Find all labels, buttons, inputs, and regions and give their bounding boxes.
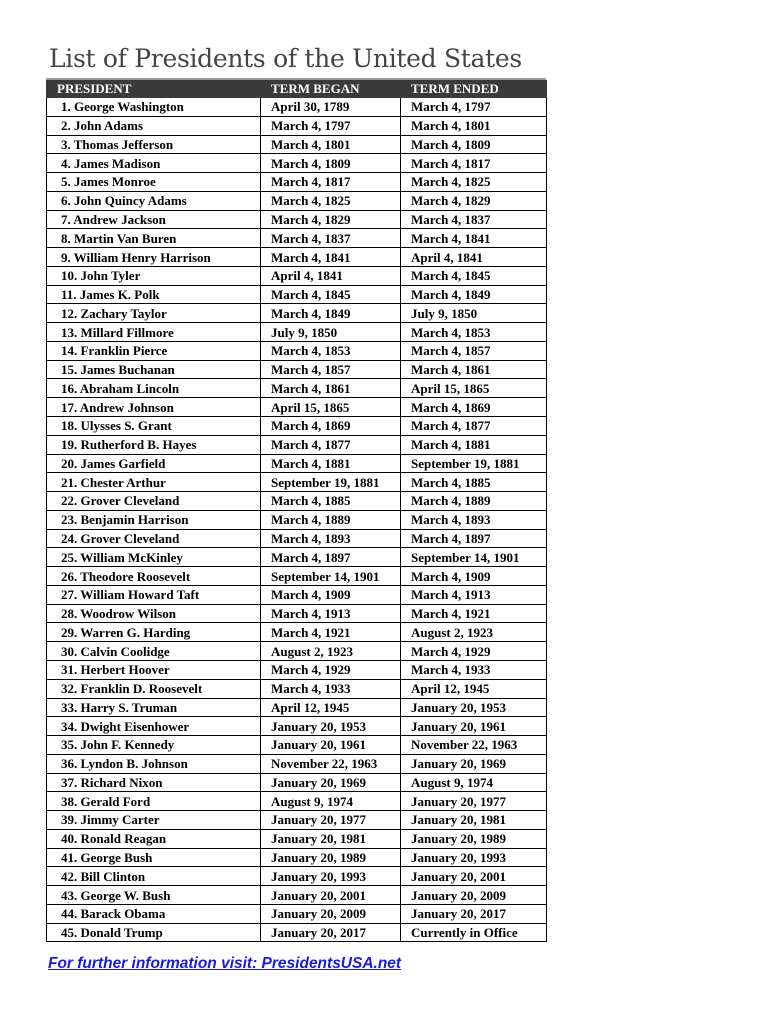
table-row: [47, 754, 547, 773]
term-began-cell: April 15, 1865: [261, 398, 401, 417]
table-row: [47, 454, 547, 473]
term-ended-cell: March 4, 1809: [401, 135, 547, 154]
president-cell: 15. James Buchanan: [47, 360, 261, 379]
term-began-cell: April 4, 1841: [261, 266, 401, 285]
president-cell: 20. James Garfield: [47, 454, 261, 473]
table-row: [47, 492, 547, 511]
term-ended-cell: April 15, 1865: [401, 379, 547, 398]
table-row: [47, 811, 547, 830]
term-began-cell: March 4, 1877: [261, 435, 401, 454]
term-ended-cell: March 4, 1881: [401, 435, 547, 454]
president-cell: 35. John F. Kennedy: [47, 736, 261, 755]
term-ended-cell: April 12, 1945: [401, 679, 547, 698]
president-cell: 10. John Tyler: [47, 266, 261, 285]
president-cell: 1. George Washington: [47, 98, 261, 117]
table-row: [47, 248, 547, 267]
term-began-cell: March 4, 1921: [261, 623, 401, 642]
term-began-cell: April 12, 1945: [261, 698, 401, 717]
table-row: [47, 266, 547, 285]
term-ended-cell: November 22, 1963: [401, 736, 547, 755]
president-cell: 6. John Quincy Adams: [47, 191, 261, 210]
term-ended-cell: March 4, 1921: [401, 604, 547, 623]
term-ended-cell: March 4, 1869: [401, 398, 547, 417]
term-ended-cell: March 4, 1837: [401, 210, 547, 229]
term-began-cell: August 2, 1923: [261, 642, 401, 661]
term-ended-cell: March 4, 1897: [401, 529, 547, 548]
term-ended-cell: January 20, 2017: [401, 904, 547, 923]
president-cell: 3. Thomas Jefferson: [47, 135, 261, 154]
president-cell: 40. Ronald Reagan: [47, 829, 261, 848]
president-cell: 7. Andrew Jackson: [47, 210, 261, 229]
term-began-cell: March 4, 1889: [261, 510, 401, 529]
term-began-cell: March 4, 1933: [261, 679, 401, 698]
table-row: [47, 567, 547, 586]
table-row: [47, 417, 547, 436]
president-cell: 23. Benjamin Harrison: [47, 510, 261, 529]
president-cell: 18. Ulysses S. Grant: [47, 417, 261, 436]
president-cell: 12. Zachary Taylor: [47, 304, 261, 323]
term-began-cell: March 4, 1893: [261, 529, 401, 548]
term-began-cell: March 4, 1837: [261, 229, 401, 248]
presidents-table: [46, 80, 547, 942]
table-row: [47, 154, 547, 173]
president-cell: 25. William McKinley: [47, 548, 261, 567]
term-began-cell: March 4, 1885: [261, 492, 401, 511]
table-row: [47, 604, 547, 623]
term-ended-cell: March 4, 1845: [401, 266, 547, 285]
footer-info-link[interactable]: For further information visit: PresidentsUSA.net: [48, 955, 402, 972]
term-began-cell: January 20, 1989: [261, 848, 401, 867]
term-began-cell: March 4, 1829: [261, 210, 401, 229]
president-cell: 43. George W. Bush: [47, 886, 261, 905]
president-cell: 22. Grover Cleveland: [47, 492, 261, 511]
term-began-cell: March 4, 1897: [261, 548, 401, 567]
president-cell: 9. William Henry Harrison: [47, 248, 261, 267]
term-ended-cell: March 4, 1817: [401, 154, 547, 173]
term-began-cell: August 9, 1974: [261, 792, 401, 811]
president-cell: 42. Bill Clinton: [47, 867, 261, 886]
column-header-term-began: TERM BEGAN: [261, 81, 401, 98]
president-cell: 33. Harry S. Truman: [47, 698, 261, 717]
president-cell: 11. James K. Polk: [47, 285, 261, 304]
table-row: [47, 886, 547, 905]
table-row: [47, 98, 547, 117]
president-cell: 21. Chester Arthur: [47, 473, 261, 492]
term-began-cell: March 4, 1845: [261, 285, 401, 304]
column-header-president: PRESIDENT: [47, 81, 261, 98]
table-row: [47, 773, 547, 792]
president-cell: 32. Franklin D. Roosevelt: [47, 679, 261, 698]
president-cell: 16. Abraham Lincoln: [47, 379, 261, 398]
table-row: [47, 717, 547, 736]
table-row: [47, 904, 547, 923]
term-ended-cell: September 19, 1881: [401, 454, 547, 473]
term-ended-cell: March 4, 1849: [401, 285, 547, 304]
term-ended-cell: March 4, 1909: [401, 567, 547, 586]
president-cell: 38. Gerald Ford: [47, 792, 261, 811]
term-ended-cell: January 20, 1961: [401, 717, 547, 736]
president-cell: 19. Rutherford B. Hayes: [47, 435, 261, 454]
term-began-cell: March 4, 1817: [261, 173, 401, 192]
president-cell: 30. Calvin Coolidge: [47, 642, 261, 661]
table-row: [47, 304, 547, 323]
table-row: [47, 379, 547, 398]
president-cell: 2. John Adams: [47, 116, 261, 135]
term-ended-cell: January 20, 2009: [401, 886, 547, 905]
term-began-cell: September 19, 1881: [261, 473, 401, 492]
term-began-cell: March 4, 1929: [261, 660, 401, 679]
term-began-cell: January 20, 1961: [261, 736, 401, 755]
term-began-cell: March 4, 1909: [261, 585, 401, 604]
table-row: [47, 923, 547, 942]
term-ended-cell: March 4, 1885: [401, 473, 547, 492]
term-began-cell: March 4, 1797: [261, 116, 401, 135]
president-cell: 13. Millard Fillmore: [47, 323, 261, 342]
table-row: [47, 173, 547, 192]
term-ended-cell: March 4, 1801: [401, 116, 547, 135]
president-cell: 36. Lyndon B. Johnson: [47, 754, 261, 773]
table-row: [47, 191, 547, 210]
term-ended-cell: January 20, 1993: [401, 848, 547, 867]
term-began-cell: March 4, 1881: [261, 454, 401, 473]
term-ended-cell: March 4, 1861: [401, 360, 547, 379]
term-ended-cell: March 4, 1893: [401, 510, 547, 529]
president-cell: 29. Warren G. Harding: [47, 623, 261, 642]
table-row: [47, 548, 547, 567]
table-row: [47, 736, 547, 755]
term-began-cell: January 20, 1953: [261, 717, 401, 736]
term-ended-cell: March 4, 1857: [401, 341, 547, 360]
president-cell: 14. Franklin Pierce: [47, 341, 261, 360]
term-began-cell: January 20, 1969: [261, 773, 401, 792]
term-began-cell: March 4, 1825: [261, 191, 401, 210]
term-ended-cell: March 4, 1913: [401, 585, 547, 604]
president-cell: 31. Herbert Hoover: [47, 660, 261, 679]
table-row: [47, 792, 547, 811]
table-row: [47, 135, 547, 154]
term-began-cell: March 4, 1809: [261, 154, 401, 173]
president-cell: 34. Dwight Eisenhower: [47, 717, 261, 736]
term-began-cell: September 14, 1901: [261, 567, 401, 586]
term-ended-cell: March 4, 1841: [401, 229, 547, 248]
column-header-term-ended: TERM ENDED: [401, 81, 547, 98]
table-body: [47, 98, 547, 942]
term-began-cell: January 20, 1981: [261, 829, 401, 848]
table-row: [47, 698, 547, 717]
table-row: [47, 510, 547, 529]
table-row: [47, 210, 547, 229]
table-row: [47, 116, 547, 135]
president-cell: 44. Barack Obama: [47, 904, 261, 923]
president-cell: 8. Martin Van Buren: [47, 229, 261, 248]
president-cell: 17. Andrew Johnson: [47, 398, 261, 417]
term-began-cell: January 20, 2017: [261, 923, 401, 942]
table-row: [47, 285, 547, 304]
president-cell: 5. James Monroe: [47, 173, 261, 192]
term-ended-cell: March 4, 1829: [401, 191, 547, 210]
term-ended-cell: March 4, 1933: [401, 660, 547, 679]
table-row: [47, 623, 547, 642]
term-ended-cell: March 4, 1825: [401, 173, 547, 192]
term-ended-cell: March 4, 1889: [401, 492, 547, 511]
table-row: [47, 660, 547, 679]
term-ended-cell: January 20, 1989: [401, 829, 547, 848]
term-ended-cell: January 20, 1981: [401, 811, 547, 830]
term-ended-cell: March 4, 1797: [401, 98, 547, 117]
term-began-cell: March 4, 1857: [261, 360, 401, 379]
table-row: [47, 435, 547, 454]
term-ended-cell: January 20, 1969: [401, 754, 547, 773]
table-row: [47, 585, 547, 604]
term-began-cell: July 9, 1850: [261, 323, 401, 342]
table-row: [47, 679, 547, 698]
table-row: [47, 341, 547, 360]
term-began-cell: January 20, 2009: [261, 904, 401, 923]
term-ended-cell: January 20, 1977: [401, 792, 547, 811]
term-ended-cell: Currently in Office: [401, 923, 547, 942]
table-row: [47, 867, 547, 886]
term-began-cell: January 20, 1993: [261, 867, 401, 886]
president-cell: 37. Richard Nixon: [47, 773, 261, 792]
president-cell: 24. Grover Cleveland: [47, 529, 261, 548]
term-ended-cell: July 9, 1850: [401, 304, 547, 323]
table-row: [47, 360, 547, 379]
term-ended-cell: January 20, 2001: [401, 867, 547, 886]
term-began-cell: March 4, 1861: [261, 379, 401, 398]
term-ended-cell: August 2, 1923: [401, 623, 547, 642]
table-row: [47, 529, 547, 548]
president-cell: 41. George Bush: [47, 848, 261, 867]
term-began-cell: March 4, 1849: [261, 304, 401, 323]
term-ended-cell: August 9, 1974: [401, 773, 547, 792]
term-ended-cell: March 4, 1853: [401, 323, 547, 342]
table-row: [47, 848, 547, 867]
president-cell: 4. James Madison: [47, 154, 261, 173]
president-cell: 39. Jimmy Carter: [47, 811, 261, 830]
table-header-row: [47, 81, 547, 98]
term-began-cell: November 22, 1963: [261, 754, 401, 773]
table-row: [47, 229, 547, 248]
term-began-cell: March 4, 1869: [261, 417, 401, 436]
term-ended-cell: March 4, 1877: [401, 417, 547, 436]
term-began-cell: March 4, 1841: [261, 248, 401, 267]
term-began-cell: March 4, 1853: [261, 341, 401, 360]
table-row: [47, 323, 547, 342]
term-began-cell: January 20, 1977: [261, 811, 401, 830]
president-cell: 28. Woodrow Wilson: [47, 604, 261, 623]
term-began-cell: January 20, 2001: [261, 886, 401, 905]
table-row: [47, 642, 547, 661]
president-cell: 45. Donald Trump: [47, 923, 261, 942]
term-began-cell: March 4, 1913: [261, 604, 401, 623]
table-row: [47, 829, 547, 848]
term-ended-cell: September 14, 1901: [401, 548, 547, 567]
term-ended-cell: April 4, 1841: [401, 248, 547, 267]
term-began-cell: April 30, 1789: [261, 98, 401, 117]
term-ended-cell: March 4, 1929: [401, 642, 547, 661]
table-row: [47, 473, 547, 492]
term-ended-cell: January 20, 1953: [401, 698, 547, 717]
president-cell: 27. William Howard Taft: [47, 585, 261, 604]
page-title: List of Presidents of the United States: [49, 44, 522, 73]
term-began-cell: March 4, 1801: [261, 135, 401, 154]
president-cell: 26. Theodore Roosevelt: [47, 567, 261, 586]
table-row: [47, 398, 547, 417]
